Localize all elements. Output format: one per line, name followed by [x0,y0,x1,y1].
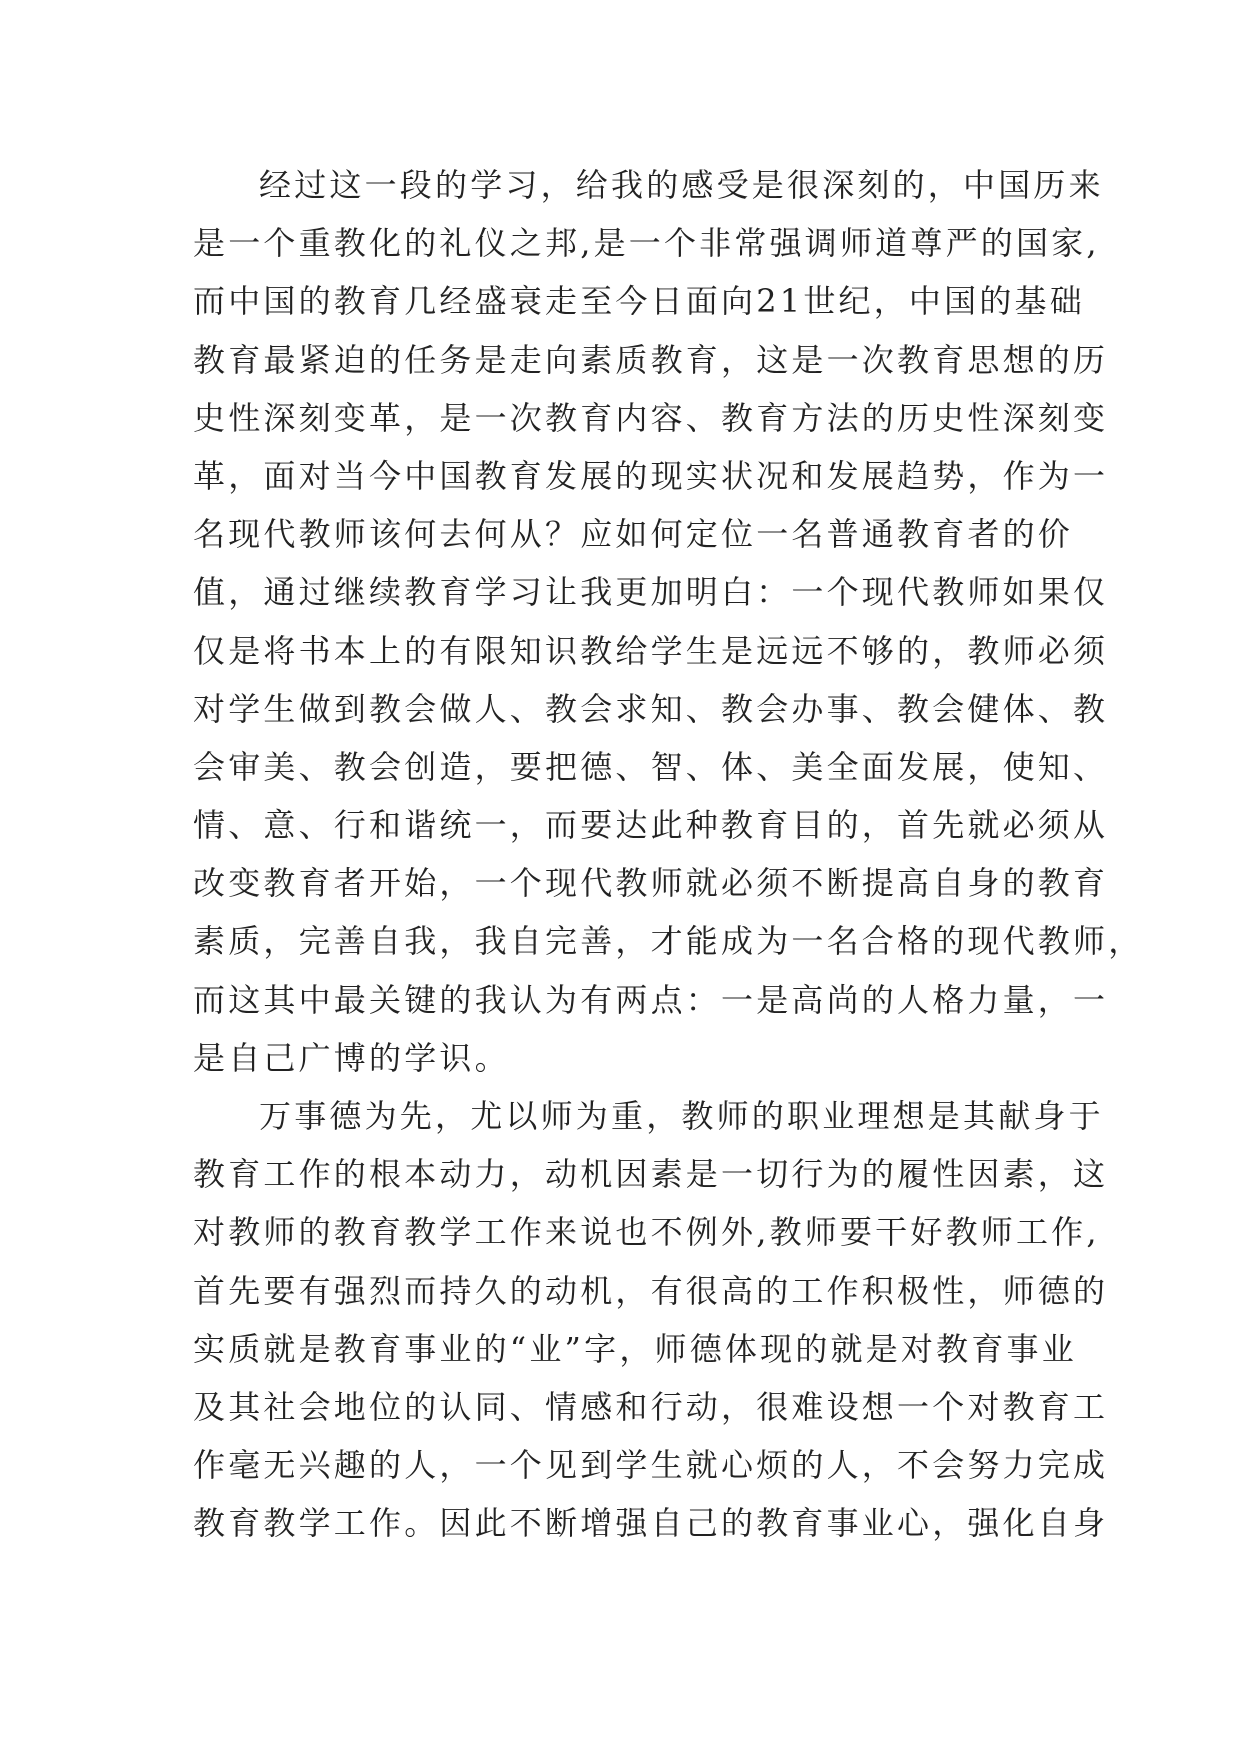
text-line: 会审美、教会创造，要把德、智、体、美全面发展，使知、 [193,747,1109,786]
body-text [193,156,1144,1553]
text-line: 史性深刻变革，是一次教育内容、教育方法的历史性深刻变 [193,398,1109,437]
text-line: 实质就是教育事业的“业”字，师德体现的就是对教育事业 [193,1329,1077,1368]
text-line: 改变教育者开始，一个现代教师就必须不断提高自身的教育 [193,864,1109,903]
text-line: 仅是将书本上的有限知识教给学生是远远不够的，教师必须 [193,631,1109,670]
text-line: 对教师的教育教学工作来说也不例外,教师要干好教师工作, [193,1213,1100,1252]
text-line: 万事德为先，尤以师为重，教师的职业理想是其献身于 [259,1097,1104,1135]
text-line: 教育最紧迫的任务是走向素质教育，这是一次教育思想的历 [193,340,1109,379]
text-line: 素质，完善自我，我自完善，才能成为一名合格的现代教师， [193,922,1144,961]
paragraph-1 [193,156,1144,1087]
text-line: 值，通过继续教育学习让我更加明白：一个现代教师如果仅 [193,573,1109,612]
text-line: 革，面对当今中国教育发展的现实状况和发展趋势，作为一 [193,456,1109,495]
text-line: 经过这一段的学习，给我的感受是很深刻的，中国历来 [259,166,1104,204]
text-line: 情、意、行和谐统一，而要达此种教育目的，首先就必须从 [193,806,1109,845]
paragraph-2 [193,1087,1109,1553]
text-line: 对学生做到教会做人、教会求知、教会办事、教会健体、教 [193,689,1109,728]
text-line: 是自己广博的学识。 [193,1038,510,1077]
text-line: 而这其中最关键的我认为有两点：一是高尚的人格力量，一 [193,980,1109,1019]
text-line: 教育工作的根本动力，动机因素是一切行为的履性因素，这 [193,1155,1109,1194]
text-line: 教育教学工作。因此不断增强自己的教育事业心，强化自身 [193,1504,1109,1543]
text-line: 而中国的教育几经盛衰走至今日面向21世纪，中国的基础 [193,282,1085,321]
text-line: 及其社会地位的认同、情感和行动，很难设想一个对教育工 [193,1387,1109,1426]
text-line: 作毫无兴趣的人，一个见到学生就心烦的人，不会努力完成 [193,1446,1109,1485]
text-line: 首先要有强烈而持久的动机，有很高的工作积极性，师德的 [193,1271,1109,1310]
text-line: 是一个重教化的礼仪之邦,是一个非常强调师道尊严的国家, [193,224,1100,263]
text-line: 名现代教师该何去何从？应如何定位一名普通教育者的价 [193,515,1074,554]
